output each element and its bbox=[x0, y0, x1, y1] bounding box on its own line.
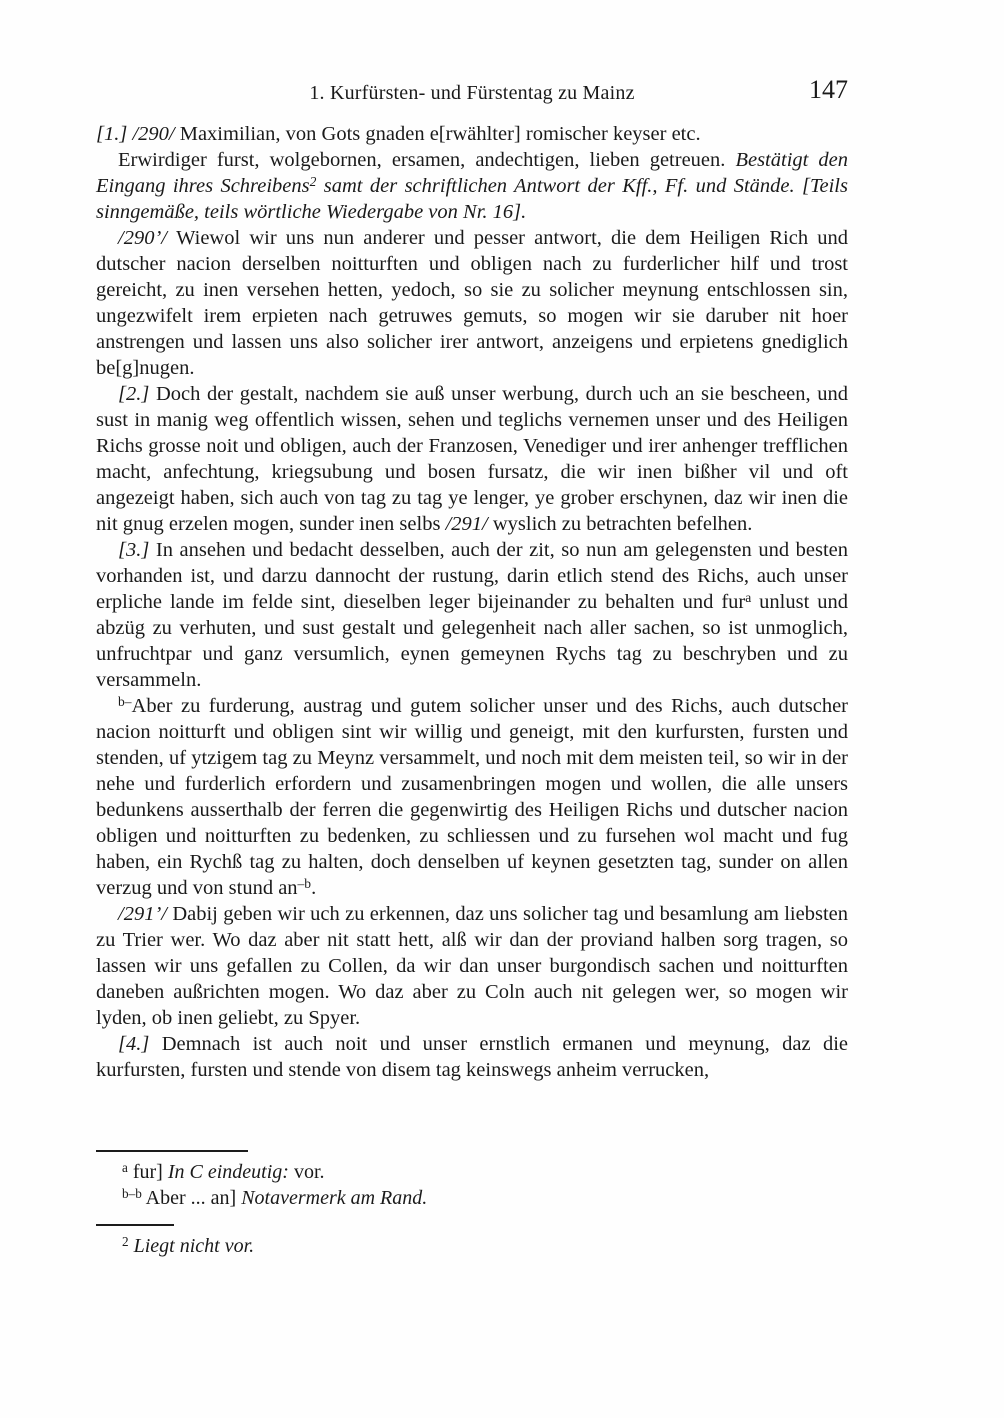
text-run: b–b bbox=[122, 1185, 142, 1201]
paragraph bbox=[96, 537, 848, 693]
text-run: unlust und abzüg zu verhuten, und sust gestalt und gelegenheit nach aller sachen, so ist unmoglich, unfruchtpar und ganz versumlich, eynen gemeynen Rychs tag zu beschryben und zu versammeln. bbox=[96, 591, 848, 691]
text-run: a bbox=[122, 1160, 128, 1176]
text-run: [1.] /290/ bbox=[96, 123, 180, 145]
paragraph bbox=[96, 1160, 848, 1186]
paragraph bbox=[96, 121, 848, 147]
text-run: b– bbox=[118, 693, 132, 709]
text-run: Aber zu furderung, austrag und gutem solicher unser und des Richs, auch dutscher nacion noitturft und obligen sint wir willig und geneigt, mit den kurfursten, fursten und stenden, uf ytzigem tag zu Meynz versammelt, und noch mit dem meisten teil, so wir in der nehe und furderlich erfordern und zusamenbringen mogen und wollen, die alle unsers bedunkens ausserthalb der ferren die gegenwirtig des Heiligen Richs und dutscher nacion obligen und noitturften zu bedenken, zu schliessen und zu fursehen wol macht und fug haben, ein Rychß tag zu halten, doch denselben uf keynen gesetzten tag, sunder on allen verzug und von stund an bbox=[96, 695, 848, 899]
text-run: Aber ... an] bbox=[141, 1186, 242, 1209]
text-run: Liegt nicht vor. bbox=[133, 1235, 255, 1257]
page-number: 147 bbox=[809, 75, 848, 104]
text-run: Dabij geben wir uch zu erkennen, daz uns solicher tag und besamlung am liebsten zu Trier wer. Wo daz aber nit statt hett, alß wir dan der proviand halben sorg tragen, so lassen wir uns gefallen zu Collen, da wir dan unser burgondisch sachen und noitturften daneben außrichten mogen. Wo daz aber zu Coln auch nit gelegen wer, so mogen wir lyden, ob inen geliebt, zu Spyer. bbox=[96, 903, 848, 1029]
text-run: –b bbox=[297, 875, 312, 891]
apparatus-separator-rule bbox=[96, 1150, 248, 1152]
paragraph bbox=[96, 1234, 848, 1260]
running-head-title: 1. Kurfürsten- und Fürstentag zu Mainz bbox=[309, 82, 635, 104]
text-run: Notavermerk am Rand. bbox=[241, 1186, 428, 1209]
text-run: 2 bbox=[122, 1234, 129, 1250]
text-run: fur] bbox=[127, 1161, 168, 1183]
text-run: /290’/ bbox=[118, 227, 177, 249]
text-run: . bbox=[311, 877, 317, 899]
numbered-footnotes bbox=[96, 1234, 848, 1260]
text-run: [4.] bbox=[118, 1033, 162, 1055]
document-body bbox=[96, 121, 848, 1083]
running-head bbox=[96, 75, 848, 112]
paragraph bbox=[96, 381, 848, 537]
text-run: Doch der gestalt, nachdem sie auß unser werbung, durch uch an sie bescheen, und sust in manig weg offentlich wissen, sehen und teglichs vernemen unser und des Heiligen Richs grosse noit und obligen, auch der Franzosen, Venediger und irer anhenger trefflichen macht, anfechtung, kriegsubung und bosen fursatz, die wir inen bißher vil und oft angezeigt haben, sich auch von tag zu tag ye lenger, ye grober erschynen, daz wir inen die nit gnug erzelen mogen, sunder inen selbs bbox=[96, 383, 848, 535]
text-run: Demnach ist auch noit und unser ernstlich ermanen und meynung, daz die kurfursten, fursten und stende von disem tag keinswegs anheim verrucken, bbox=[96, 1033, 848, 1081]
footnote-separator-rule bbox=[96, 1224, 174, 1226]
text-run: Wiewol wir uns nun anderer und pesser antwort, die dem Heiligen Rich und dutscher nacion derselben noitturften und obligen nach zu furderlicher hilf und trost gereicht, zu inen versehen hetten, yedoch, so sie zu solicher meynung entschlossen sin, ungezwifelt irem erpieten nach getruwes gemuts, so mogen wir sie daruber nit hoer anstrengen und lassen uns also solicher irer antwort, anzeigens und erpietens gnediglich be[g]nugen. bbox=[96, 227, 848, 379]
text-run: a bbox=[745, 589, 752, 605]
text-run: 2 bbox=[309, 173, 317, 189]
paragraph bbox=[96, 1186, 848, 1212]
text-run: Maximilian, von Gots gnaden e[rwählter] romischer keyser etc. bbox=[179, 123, 701, 145]
text-run: In C eindeutig: bbox=[167, 1161, 289, 1183]
paragraph bbox=[96, 901, 848, 1031]
text-run: vor. bbox=[288, 1161, 325, 1183]
footnote-area bbox=[96, 1150, 848, 1260]
text-run: [2.] bbox=[118, 383, 156, 405]
text-run: In ansehen und bedacht desselben, auch der zit, so nun am gelegensten und besten vorhanden ist, und darzu dannocht der rustung, darin etlich stend des Richs, auch unser erpliche lande im felde sint, dieselben leger bijeinander zu behalten und fur bbox=[96, 539, 849, 613]
paragraph bbox=[96, 693, 848, 901]
text-run: Bestätigt den Eingang ihres Schreibens bbox=[96, 149, 848, 197]
text-run: wyslich zu betrachten befelhen. bbox=[492, 513, 753, 535]
text-run: /291’/ bbox=[118, 903, 173, 925]
paragraph bbox=[96, 1031, 848, 1083]
paragraph bbox=[96, 225, 848, 381]
apparatus-notes bbox=[96, 1160, 848, 1211]
text-run: Erwirdiger furst, wolgebornen, ersamen, andechtigen, lieben getreuen. bbox=[118, 149, 736, 171]
text-run: [3.] bbox=[118, 539, 156, 561]
text-run: /291/ bbox=[445, 513, 493, 535]
text-run: samt der schriftlichen Antwort der Kff., Ff. und Stände. [Teils sinngemäße, teils wörtliche Wiedergabe von Nr. 16]. bbox=[96, 175, 848, 223]
paragraph bbox=[96, 147, 848, 225]
